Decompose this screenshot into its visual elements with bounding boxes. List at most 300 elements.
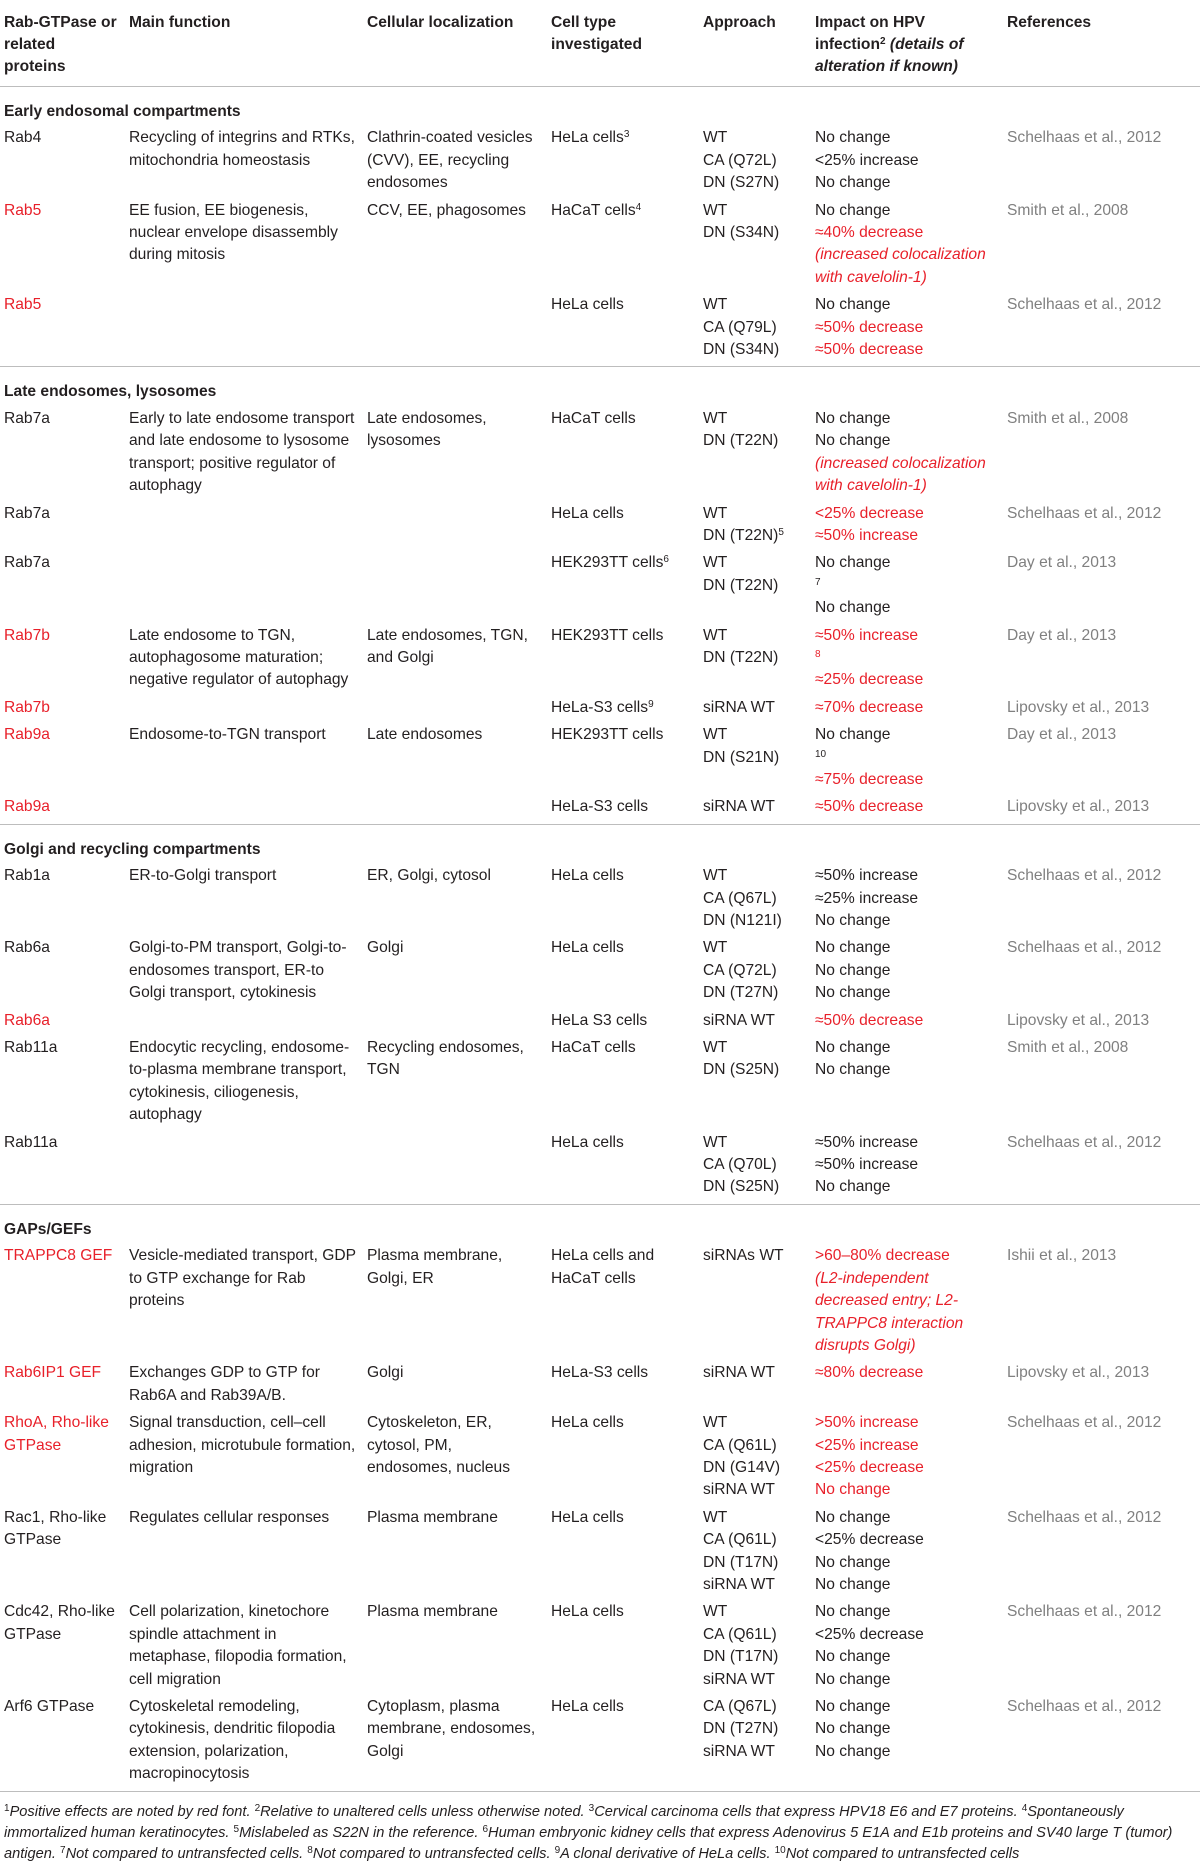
approach-line (703, 575, 805, 597)
impact-line (815, 625, 997, 670)
footnote (775, 1846, 1020, 1862)
cell-approach (699, 1601, 811, 1696)
impact-text: ≈40% decrease (815, 224, 924, 242)
approach-line (703, 888, 805, 910)
cell-localization: Clathrin-coated vesicles (CVV), EE, recycling endosomes (367, 129, 533, 192)
approach-text: CA (Q79L) (703, 318, 777, 336)
cell-reference: Lipovsky et al., 2013 (1007, 1364, 1150, 1382)
cell-approach (699, 1132, 811, 1205)
approach-line (703, 724, 805, 746)
cell-function: Cytoskeletal remodeling, cytokinesis, dendritic filopodia extension, polarization, macropinocytosis (129, 1698, 336, 1783)
approach-text: CA (Q70L) (703, 1156, 777, 1174)
impact-line (815, 888, 997, 910)
cell-localization: CCV, EE, phagosomes (367, 201, 526, 219)
cell-approach (699, 200, 811, 295)
impact-line (815, 1176, 997, 1198)
cell-type-label: HaCaT cells (551, 1039, 636, 1057)
impact-line (815, 525, 997, 547)
cell-type (547, 1037, 699, 1132)
table-row (0, 1412, 1200, 1507)
impact-text: ≈50% increase (815, 1133, 919, 1151)
cell-impact (811, 1696, 1003, 1791)
cell-localization (363, 796, 547, 824)
cell-localization: Recycling endosomes, TGN (367, 1039, 524, 1079)
cell-type-sup: 6 (663, 554, 669, 566)
table-row (0, 796, 1200, 824)
cell-protein: Rab5 (4, 201, 42, 219)
footnote-number: 1 (4, 1802, 10, 1814)
impact-line (815, 937, 997, 959)
cell-approach (699, 724, 811, 796)
approach-line (703, 1154, 805, 1176)
cell-protein: Rab6a (4, 1011, 50, 1029)
approach-line (703, 1507, 805, 1529)
approach-text: siRNA WT (703, 1364, 775, 1382)
approach-line (703, 430, 805, 452)
impact-text: No change (815, 129, 891, 147)
approach-text: DN (T17N) (703, 1648, 779, 1666)
approach-line (703, 222, 805, 244)
footnote-number: 9 (554, 1844, 561, 1856)
approach-line (703, 937, 805, 959)
cell-approach (699, 1245, 811, 1362)
impact-text: No change (815, 174, 891, 192)
cell-reference: Schelhaas et al., 2012 (1007, 1698, 1162, 1715)
table-row (0, 1507, 1200, 1602)
impact-line (815, 430, 997, 452)
cell-function (125, 503, 363, 553)
cell-type-label: HeLa cells and HaCaT cells (551, 1247, 655, 1287)
table-row (0, 503, 1200, 553)
footnote-number: 10 (774, 1844, 786, 1856)
footnote-number: 7 (60, 1844, 66, 1856)
approach-text: WT (703, 1039, 728, 1057)
cell-type-label: HeLa cells (551, 1603, 624, 1621)
cell-function: Golgi-to-PM transport, Golgi-to-endosomes transport, ER-to Golgi transport, cytokinesis (129, 939, 347, 1002)
cell-type-label: HeLa cells (551, 1698, 624, 1715)
cell-function (125, 796, 363, 824)
approach-text: siRNA WT (703, 1742, 775, 1760)
cell-protein: Rab11a (4, 1039, 58, 1057)
impact-text: No change (815, 599, 891, 617)
cell-localization (363, 1010, 547, 1037)
cell-type (547, 1507, 699, 1602)
table-row (0, 127, 1200, 199)
impact-text: (L2-independent decreased entry; L2-TRAPPC8 interaction disrupts Golgi) (815, 1269, 964, 1354)
header-impact (811, 0, 1003, 87)
impact-text: ≈80% decrease (815, 1364, 924, 1382)
cell-localization: Late endosomes, lysosomes (367, 409, 487, 450)
footnote-text: Cervical carcinoma cells that express HPV18 E6 and E7 proteins. (594, 1803, 1022, 1820)
approach-text: WT (703, 201, 728, 219)
cell-impact (811, 200, 1003, 295)
impact-line (815, 1507, 997, 1529)
approach-text: CA (Q67L) (703, 889, 777, 907)
cell-localization: Golgi (367, 1364, 404, 1382)
impact-line (815, 1552, 997, 1574)
impact-text: ≈50% increase (815, 867, 919, 885)
cell-impact (811, 503, 1003, 553)
impact-text: No change (815, 726, 891, 744)
impact-line (815, 960, 997, 982)
impact-line (815, 1037, 997, 1059)
approach-text: DN (T22N) (703, 576, 779, 594)
approach-text: WT (703, 867, 728, 885)
cell-type (547, 1412, 699, 1507)
approach-line (703, 1624, 805, 1646)
impact-text: ≈50% decrease (815, 1011, 924, 1029)
table-row (0, 697, 1200, 724)
cell-protein: Rab7b (4, 626, 50, 644)
cell-type-label: HeLa-S3 cells (551, 1364, 649, 1382)
table-row (0, 1696, 1200, 1791)
impact-line (815, 1059, 997, 1081)
cell-protein: Rab9a (4, 798, 50, 816)
cell-approach (699, 865, 811, 937)
impact-line (815, 339, 997, 361)
impact-line (815, 1718, 997, 1740)
impact-text: ≈25% decrease (815, 671, 924, 689)
approach-text: DN (N121I) (703, 912, 782, 929)
section-title: Golgi and recycling compartments (0, 824, 1200, 865)
cell-reference: Smith et al., 2008 (1007, 409, 1129, 427)
impact-line (815, 1601, 997, 1623)
cell-protein: Rab6IP1 GEF (4, 1364, 102, 1382)
impact-text: >50% increase (815, 1414, 919, 1432)
approach-text: DN (S25N) (703, 1061, 780, 1079)
impact-line (815, 796, 997, 818)
cell-impact (811, 127, 1003, 199)
cell-type-label: HEK293TT cells (551, 626, 664, 644)
cell-impact (811, 1245, 1003, 1362)
table-row (0, 200, 1200, 295)
impact-text: ≈25% increase (815, 889, 919, 907)
footnote-number: 6 (482, 1823, 489, 1835)
cell-protein: Rab7a (4, 554, 50, 572)
cell-function (125, 294, 363, 367)
cell-type (547, 1245, 699, 1362)
table-footnotes (0, 1791, 1200, 1865)
impact-line (815, 222, 997, 244)
header-localization: Cellular localization (363, 0, 547, 87)
footnote (307, 1846, 554, 1862)
cell-approach (699, 625, 811, 697)
impact-text: ≈50% decrease (815, 341, 924, 359)
approach-text: WT (703, 939, 728, 957)
cell-type (547, 1132, 699, 1205)
cell-function: Cell polarization, kinetochore spindle attachment in metaphase, filopodia formation, cell migration (129, 1603, 347, 1688)
footnote-text: A clonal derivative of HeLa cells. (560, 1845, 775, 1862)
header-approach: Approach (699, 0, 811, 87)
approach-text: WT (703, 626, 728, 644)
impact-line (815, 982, 997, 1004)
section-row (0, 1204, 1200, 1245)
cell-impact (811, 1037, 1003, 1132)
cell-approach (699, 408, 811, 503)
cell-type-label: HEK293TT cells (551, 726, 664, 744)
cell-localization (363, 294, 547, 367)
cell-localization: Golgi (367, 939, 404, 957)
cell-reference: Schelhaas et al., 2012 (1007, 1414, 1162, 1432)
table-row (0, 294, 1200, 367)
cell-function: Early to late endosome transport and late endosome to lysosome transport; positive regulator of autophagy (129, 409, 355, 495)
impact-line (815, 453, 997, 498)
impact-line (815, 1741, 997, 1763)
cell-localization (363, 503, 547, 553)
impact-line (815, 503, 997, 525)
cell-function: Exchanges GDP to GTP for Rab6A and Rab39A/B. (129, 1364, 320, 1404)
approach-text: siRNA WT (703, 1670, 775, 1688)
cell-reference: Schelhaas et al., 2012 (1007, 1133, 1162, 1151)
approach-line (703, 1037, 805, 1059)
cell-type-label: HaCaT cells (551, 201, 636, 219)
impact-text: <25% decrease (815, 504, 924, 522)
cell-approach (699, 294, 811, 367)
cell-reference: Smith et al., 2008 (1007, 201, 1129, 219)
approach-text: DN (S21N) (703, 748, 780, 766)
footnote-number: 3 (588, 1802, 595, 1814)
approach-text: siRNA WT (703, 1481, 775, 1499)
table-row (0, 625, 1200, 697)
impact-line (815, 127, 997, 149)
approach-text: DN (S27N) (703, 174, 780, 192)
impact-text: No change (815, 1603, 891, 1621)
approach-text: CA (Q72L) (703, 151, 777, 169)
cell-localization: Cytoplasm, plasma membrane, endosomes, Golgi (367, 1698, 536, 1760)
cell-impact (811, 1507, 1003, 1602)
approach-line (703, 1529, 805, 1551)
cell-type-sup: 3 (623, 129, 630, 141)
cell-reference: Schelhaas et al., 2012 (1007, 939, 1162, 957)
impact-text: No change (815, 409, 891, 427)
cell-approach (699, 127, 811, 199)
cell-type (547, 796, 699, 824)
cell-type-label: HeLa-S3 cells (551, 798, 649, 816)
impact-text: No change (815, 554, 891, 572)
approach-text: WT (703, 1603, 728, 1621)
impact-line (815, 1245, 997, 1267)
impact-line (815, 597, 997, 619)
impact-text: (increased colocalization with cavelolin-1) (815, 454, 986, 495)
cell-type-label: HeLa cells (551, 296, 624, 314)
cell-approach (699, 697, 811, 724)
footnote-text: Relative to unaltered cells unless otherwise noted. (260, 1803, 589, 1820)
cell-type (547, 1601, 699, 1696)
table-row (0, 1601, 1200, 1696)
cell-reference: Day et al., 2013 (1007, 726, 1117, 744)
impact-text: ≈75% decrease (815, 770, 924, 788)
footnote (234, 1825, 483, 1841)
approach-text: WT (703, 1414, 728, 1432)
cell-type (547, 1362, 699, 1412)
cell-protein: Cdc42, Rho-like GTPase (4, 1603, 115, 1643)
impact-text: No change (815, 432, 891, 450)
impact-line (815, 724, 997, 769)
cell-reference: Schelhaas et al., 2012 (1007, 867, 1162, 885)
cell-approach (699, 937, 811, 1009)
cell-approach (699, 1037, 811, 1132)
approach-line (703, 294, 805, 316)
section-row (0, 87, 1200, 128)
approach-text: DN (T22N) (703, 648, 779, 666)
cell-localization: Plasma membrane, Golgi, ER (367, 1247, 503, 1287)
approach-line (703, 525, 805, 547)
approach-text: DN (T22N) (703, 432, 779, 450)
impact-line (815, 172, 997, 194)
approach-text: WT (703, 726, 728, 744)
cell-localization: ER, Golgi, cytosol (367, 867, 491, 885)
cell-approach (699, 503, 811, 553)
footnote-number: 2 (254, 1802, 261, 1814)
footnote-number: 4 (1021, 1802, 1028, 1814)
approach-line (703, 1362, 805, 1384)
cell-function: Late endosome to TGN, autophagosome maturation; negative regulator of autophagy (129, 626, 349, 689)
approach-text: DN (S34N) (703, 341, 780, 359)
approach-text: DN (T27N) (703, 984, 779, 1002)
header-row (0, 0, 1200, 87)
footnote (255, 1804, 589, 1820)
cell-function: ER-to-Golgi transport (129, 867, 277, 885)
table-row (0, 865, 1200, 937)
approach-line (703, 1479, 805, 1501)
section-title: Late endosomes, lysosomes (0, 367, 1200, 408)
table-row (0, 408, 1200, 503)
cell-type (547, 937, 699, 1009)
approach-text: WT (703, 554, 728, 572)
cell-approach (699, 552, 811, 624)
cell-reference: Lipovsky et al., 2013 (1007, 698, 1150, 716)
table-body (0, 87, 1200, 1791)
cell-type-label: HaCaT cells (551, 409, 636, 427)
approach-text: DN (S34N) (703, 224, 780, 242)
cell-reference: Schelhaas et al., 2012 (1007, 296, 1162, 314)
approach-line (703, 1669, 805, 1691)
cell-protein: Rab6a (4, 939, 50, 957)
cell-reference: Schelhaas et al., 2012 (1007, 1603, 1162, 1621)
cell-impact (811, 294, 1003, 367)
approach-line (703, 552, 805, 574)
cell-protein: Rab7a (4, 504, 50, 522)
header-cell-type: Cell type investigated (547, 0, 699, 87)
cell-localization: Plasma membrane (367, 1603, 498, 1621)
approach-text: WT (703, 129, 728, 147)
impact-text: No change (815, 1553, 891, 1571)
cell-approach (699, 1696, 811, 1791)
footnote-number: 8 (307, 1844, 313, 1856)
cell-type (547, 1696, 699, 1791)
impact-text: No change (815, 984, 891, 1002)
cell-approach (699, 796, 811, 824)
footnote-number: 5 (233, 1823, 240, 1835)
approach-text: WT (703, 1508, 728, 1526)
cell-approach (699, 1010, 811, 1037)
impact-line (815, 408, 997, 430)
impact-text: No change (815, 1481, 891, 1499)
impact-text: <25% decrease (815, 1458, 924, 1476)
table-row (0, 1037, 1200, 1132)
footnote-text: Not compared to untransfected cells. (312, 1845, 555, 1862)
cell-localization: Late endosomes (367, 726, 483, 744)
impact-text: No change (815, 1670, 891, 1688)
cell-type-label: HeLa-S3 cells (551, 698, 649, 716)
impact-text: No change (815, 201, 891, 219)
section-row (0, 367, 1200, 408)
cell-reference: Smith et al., 2008 (1007, 1039, 1129, 1057)
approach-line (703, 865, 805, 887)
table-row (0, 1245, 1200, 1362)
impact-line (815, 669, 997, 691)
cell-type-label: HeLa S3 cells (551, 1011, 648, 1029)
approach-line (703, 647, 805, 669)
impact-text: No change (815, 1720, 891, 1738)
cell-reference: Ishii et al., 2013 (1007, 1247, 1117, 1265)
impact-text: No change (815, 961, 891, 979)
cell-localization (363, 552, 547, 624)
impact-text: ≈50% decrease (815, 798, 924, 816)
cell-function: Signal transduction, cell–cell adhesion, microtubule formation, migration (129, 1414, 356, 1476)
approach-line (703, 339, 805, 361)
impact-text: No change (815, 1508, 891, 1526)
header-references: References (1003, 0, 1200, 87)
impact-line (815, 1529, 997, 1551)
cell-protein: Rab7b (4, 698, 50, 716)
approach-line (703, 697, 805, 719)
impact-text: ≈50% increase (815, 626, 919, 644)
approach-line (703, 127, 805, 149)
approach-line (703, 1412, 805, 1434)
impact-text: <25% decrease (815, 1531, 924, 1549)
cell-protein: Rab1a (4, 867, 50, 885)
approach-line (703, 1457, 805, 1479)
cell-type (547, 294, 699, 367)
cell-approach (699, 1362, 811, 1412)
cell-protein: Rab9a (4, 726, 50, 744)
cell-protein: Rab4 (4, 129, 42, 147)
cell-type-label: HeLa cells (551, 939, 624, 957)
section-title: GAPs/GEFs (0, 1204, 1200, 1245)
impact-text: <25% increase (815, 1436, 919, 1454)
approach-text: DN (G14V) (703, 1458, 781, 1476)
approach-text: DN (S25N) (703, 1178, 780, 1196)
footnote-text: Not compared to untransfected cells (785, 1845, 1020, 1862)
cell-impact (811, 937, 1003, 1009)
cell-impact (811, 724, 1003, 796)
impact-line (815, 910, 997, 932)
cell-impact (811, 865, 1003, 937)
approach-line (703, 1435, 805, 1457)
cell-protein: RhoA, Rho-like GTPase (4, 1414, 109, 1454)
cell-function: Regulates cellular responses (129, 1508, 330, 1526)
approach-line (703, 1646, 805, 1668)
approach-line (703, 910, 805, 932)
cell-type-label: HeLa cells (551, 504, 624, 522)
impact-text: >60–80% decrease (815, 1247, 950, 1265)
impact-line (815, 150, 997, 172)
cell-type (547, 552, 699, 624)
impact-sup: 10 (815, 748, 827, 760)
footnote (60, 1846, 307, 1862)
header-impact-sup: 2 (879, 36, 886, 47)
cell-function: Endocytic recycling, endosome-to-plasma membrane transport, cytokinesis, ciliogenesis, autophagy (129, 1039, 350, 1124)
impact-line (815, 1696, 997, 1718)
approach-text: WT (703, 1133, 728, 1151)
cell-approach (699, 1507, 811, 1602)
section-title: Early endosomal compartments (4, 103, 241, 120)
cell-reference: Lipovsky et al., 2013 (1007, 798, 1150, 816)
approach-line (703, 1696, 805, 1718)
cell-protein: Rab7a (4, 409, 50, 427)
impact-line (815, 294, 997, 316)
